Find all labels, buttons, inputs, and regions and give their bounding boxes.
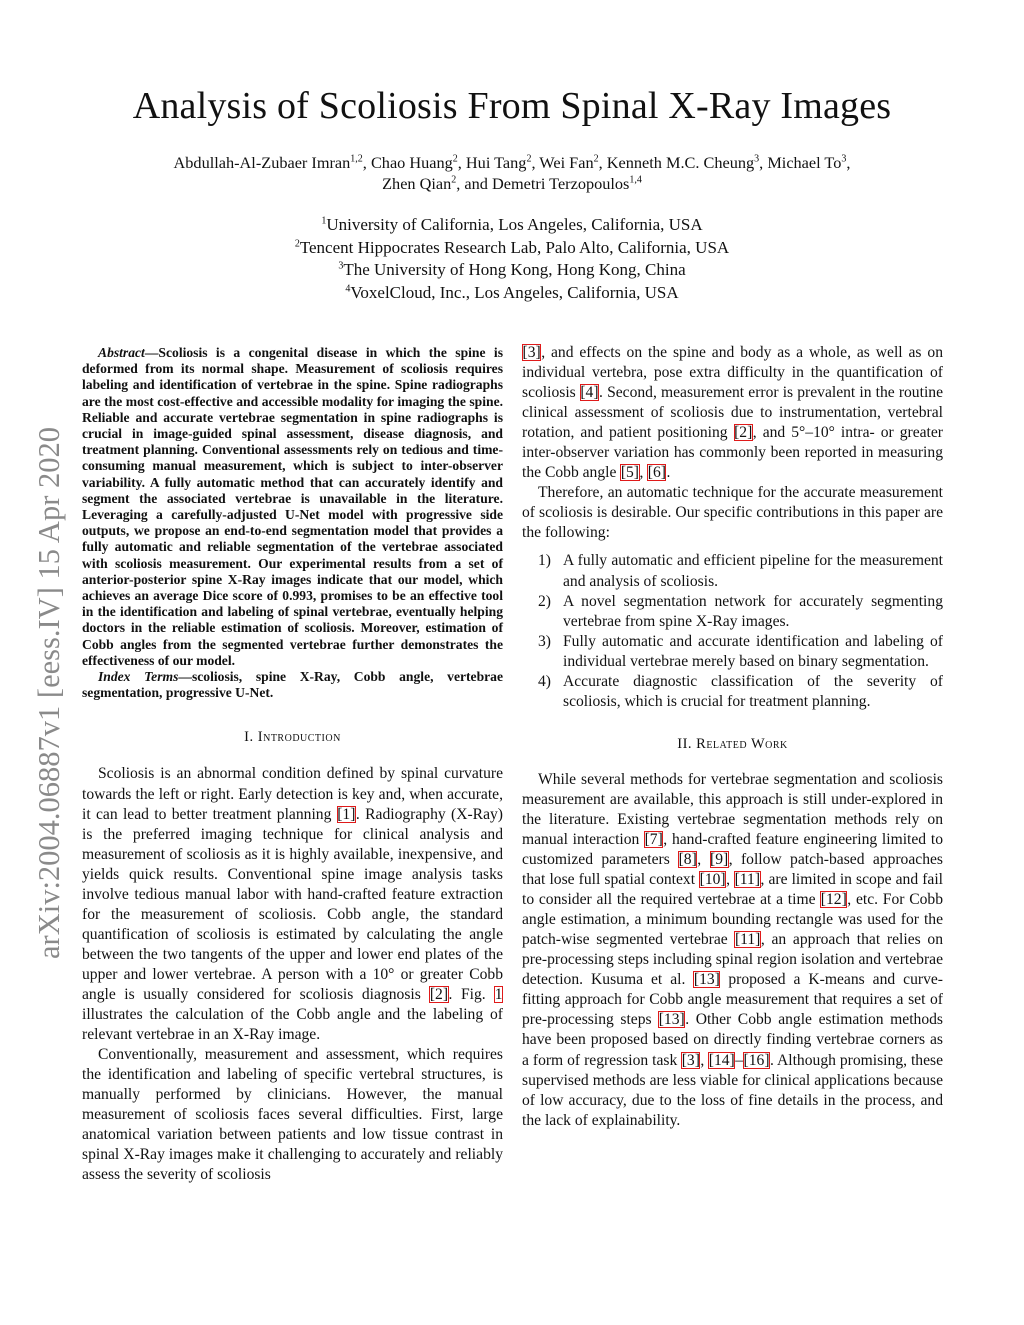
citation-link[interactable]: [7] [644, 830, 663, 848]
section-heading-introduction [82, 727, 503, 747]
citation-link[interactable]: [14] [708, 1051, 735, 1069]
list-item-number: 2) [538, 592, 551, 610]
author-name: Zhen Qian [382, 174, 452, 193]
author-conjunction: and [464, 174, 488, 193]
citation-link[interactable]: [3] [681, 1051, 700, 1069]
text-run: – [735, 1051, 744, 1069]
author-name: Michael To [767, 153, 842, 172]
related-work-paragraph [522, 770, 943, 1131]
affiliation [150, 282, 874, 305]
citation-link[interactable]: [1] [337, 805, 356, 823]
text-run: , are limited in scope and fail to consider all the required vertebrae at a time [522, 871, 943, 909]
text-run: , follow patch-based approaches that lose full spatial context [522, 851, 943, 889]
author-affil-sup: 1,2 [350, 153, 363, 165]
affiliation-text: Tencent Hippocrates Research Lab, Palo Alto, California, USA [299, 237, 730, 257]
intro-paragraph-3: Therefore, an automatic technique for the accurate measurement of scoliosis is desirable. Our specific contributions in this paper are the following: [522, 484, 943, 542]
text-run: . Fig. [448, 985, 495, 1003]
list-item-number: 1) [538, 552, 551, 570]
list-item [522, 672, 943, 712]
affiliation-text: University of California, Los Angeles, California, USA [326, 215, 703, 234]
affiliation-text: VoxelCloud, Inc., Los Angeles, California, USA [350, 282, 679, 302]
citation-link[interactable]: [5] [620, 464, 639, 482]
text-run: Scoliosis is an abnormal condition defined by spinal curvature towards the left or right. Early detection is key and, when accurate, it can lead to better treatment planning [82, 765, 503, 823]
section-number: II. [677, 735, 697, 752]
text-run: , hand-crafted feature engineering limited to customized parameters [522, 830, 943, 869]
affiliation-sup: 2 [294, 237, 300, 249]
arxiv-stamp[interactable]: arXiv:2004.06887v1 [eess.IV] 15 Apr 2020 [32, 427, 66, 959]
citation-link[interactable]: [10] [699, 871, 726, 889]
intro-paragraph-2 [82, 1045, 503, 1185]
text-run: . Second, measurement error is prevalent in the routine clinical assessment of scoliosis due to instrumentation, vertebral rotation, and patient positioning [522, 384, 943, 442]
author-name: Demetri Terzopoulos [492, 174, 630, 193]
section-title: Introduction [257, 729, 341, 746]
citation-link[interactable]: [13] [658, 1011, 685, 1029]
text-run: While several methods for vertebrae segmentation and scoliosis measurement are available, this approach is still under-explored in the literature. Existing vertebrae segmentation methods rely on manual interaction [522, 770, 943, 848]
author-affil-sup: 3 [754, 153, 760, 165]
affiliation [150, 214, 874, 237]
author-name: Chao Huang [370, 153, 453, 172]
author-affil-sup: 3 [841, 153, 847, 165]
author-name: Hui Tang [465, 153, 527, 172]
text-run: proposed a K-means and curve-fitting approach for Cobb angle measurement that requires a set of pre-processing steps [522, 971, 943, 1029]
author-affil-sup: 2 [526, 153, 532, 165]
text-run: . Radiography (X-Ray) is the preferred imaging technique for clinical analysis and measurement of scoliosis as it is highly available, inexpensive, and yields quick results. Conventional spine image analysis tasks involve tedious manual labor with hand-crafted feature extraction for the measurement of scoliosis. Cobb angle, the standard quantification of scoliosis is estimated by calculating the angle between the two tangents of the upper and lower end plates of the upper and lower vertebrae. A person with a 10° or greater Cobb angle is usually considered for scoliosis diagnosis [82, 805, 503, 1003]
abstract [82, 345, 503, 669]
list-item-text: A fully automatic and efficient pipeline for the measurement and analysis of scoliosis. [563, 552, 943, 590]
affiliation-sup: 1 [321, 215, 327, 227]
author-affil-sup: 2 [451, 174, 457, 186]
index-terms-label: Index Terms [98, 669, 179, 685]
citation-link[interactable]: [4] [580, 384, 599, 402]
list-item-number: 3) [538, 632, 551, 650]
affiliation-text: The University of Hong Kong, Hong Kong, China [343, 260, 686, 279]
citation-link[interactable]: [2] [429, 985, 449, 1003]
author-affil-sup: 1,4 [629, 174, 642, 186]
section-number: I. [244, 729, 258, 746]
author-list: Abdullah-Al-Zubaer Imran$^{1,2}$, Chao Huang$^2$, Hui Tang$^2$, Wei Fan$^2$, Kenneth M.C. Cheung$^3$, Michael To$^3$, Zhen Qian$^2$, and Demetri Terzopoulos$^{1,4}$ [173, 153, 851, 193]
text-run: Conventionally, measurement and assessment, which requires the identification and labeling of specific vertebral structures, is manually performed by clinicians. However, the manual measurement of scoliosis faces several difficulties. First, large anatomical variation between patients and low tissue contrast in spinal X-Ray images make it challenging to accurately and reliably assess the severity of scoliosis [82, 1046, 503, 1184]
intro-paragraph-1 [82, 764, 503, 1045]
text-run: , [639, 464, 648, 482]
text-run: , [726, 871, 735, 889]
citation-link[interactable]: [8] [678, 851, 697, 869]
list-item-text: Accurate diagnostic classification of the severity of scoliosis, which is crucial for treatment planning. [563, 672, 943, 710]
citation-link[interactable]: [3] [522, 344, 541, 361]
author-name: Wei Fan [539, 153, 594, 172]
intro-paragraph-2-continued [522, 343, 943, 483]
affiliation [150, 259, 874, 282]
section-title: Related Work [696, 735, 788, 752]
right-column [522, 343, 943, 1131]
author-name: Abdullah-Al-Zubaer Imran [173, 153, 351, 172]
list-item [522, 592, 943, 632]
list-item-number: 4) [538, 672, 551, 690]
text-run: . Other Cobb angle estimation methods have been proposed based on directly finding vertebrae corners as a form of regression task [522, 1011, 943, 1069]
author-name: Kenneth M.C. Cheung [606, 153, 755, 172]
contributions-list [522, 551, 943, 711]
text-run: . Although promising, these supervised methods are less viable for clinical applications because of low accuracy, due to the loss of fine details in the process, and the lack of explainability. [522, 1051, 944, 1129]
text-run: , [697, 851, 710, 869]
text-run: , and effects on the spine and body as a whole, as well as on individual vertebra, pose extra difficulty in the quantification of scoliosis [522, 344, 943, 402]
text-run: , and 5°–10° intra- or greater inter-observer variation has commonly been reported in measuring the Cobb angle [522, 424, 943, 482]
author-affil-sup: 2 [593, 153, 599, 165]
citation-link[interactable]: [6] [647, 464, 666, 482]
text-run: , an approach that relies on pre-processing steps including spinal region isolation and vertebrae detection. Kusuma et al. [522, 931, 944, 989]
citation-link[interactable]: [13] [693, 971, 720, 989]
text-run: , [700, 1051, 709, 1069]
left-column [82, 345, 503, 1185]
list-item [522, 632, 943, 672]
text-run: . [666, 464, 671, 482]
text-run: illustrates the calculation of the Cobb angle and the labeling of relevant vertebrae in an X-Ray image. [82, 1006, 503, 1044]
paper-title: Analysis of Scoliosis From Spinal X-Ray Images [132, 85, 892, 127]
affiliation [150, 237, 874, 260]
list-item-text: Fully automatic and accurate identification and labeling of individual vertebrae merely based on binary segmentation. [563, 632, 943, 670]
index-terms [82, 669, 503, 701]
affiliation-sup: 4 [345, 282, 351, 294]
text-run: , etc. For Cobb angle estimation, a minimum bounding rectangle was used for the patch-wise segmented vertebrae [522, 891, 943, 949]
abstract-text: —Scoliosis is a congenital disease in which the spine is deformed from its normal shape. Measurement of scoliosis requires labeling and identification of vertebrae in the spine. Spine radiographs are the most cost-effective and accessible modality for imaging the spine. Reliable and accurate vertebrae segmentation in spine radiographs is crucial in image-guided spinal assessment, disease diagnosis, and treatment planning. Conventional assessments rely on tedious and time-consuming manual measurement, which is subject to inter-observer variability. A fully automatic method that can accurately identify and segment the associated vertebrae is unavailable in the literature. Leveraging a carefully-adjusted U-Net model with progressive side outputs, we propose an end-to-end segmentation model that provides a fully automatic and reliable segmentation of the vertebrae associated with scoliosis measurement. Our experimental results from a set of anterior-posterior spine X-Ray images indicate that our model, which achieves an average Dice score of 0.993, promises to be an effective tool in the identification and labeling of spinal vertebrae, eventually helping doctors in the reliable estimation of scoliosis. Moreover, estimation of Cobb angles from the segmented vertebrae further demonstrates the effectiveness of our model. [82, 345, 503, 668]
affiliation-list [150, 214, 874, 304]
citation-link[interactable]: [16] [743, 1051, 770, 1069]
citation-link[interactable]: [9] [710, 851, 729, 869]
citation-link[interactable]: [11] [734, 931, 761, 949]
citation-link[interactable]: [2] [734, 424, 753, 442]
abstract-label: Abstract [98, 345, 145, 360]
index-terms-text: —scoliosis, spine X-Ray, Cobb angle, vertebrae segmentation, progressive U-Net. [82, 669, 503, 701]
section-heading-related-work [522, 734, 943, 754]
affiliation-sup: 3 [338, 260, 344, 272]
author-affil-sup: 2 [452, 153, 458, 165]
figure-link[interactable]: 1 [494, 985, 503, 1003]
list-item-text: A novel segmentation network for accurately segmenting vertebrae from spine X-Ray images. [563, 592, 943, 630]
citation-link[interactable]: [11] [734, 871, 761, 889]
list-item [522, 551, 943, 591]
citation-link[interactable]: [12] [820, 891, 847, 909]
